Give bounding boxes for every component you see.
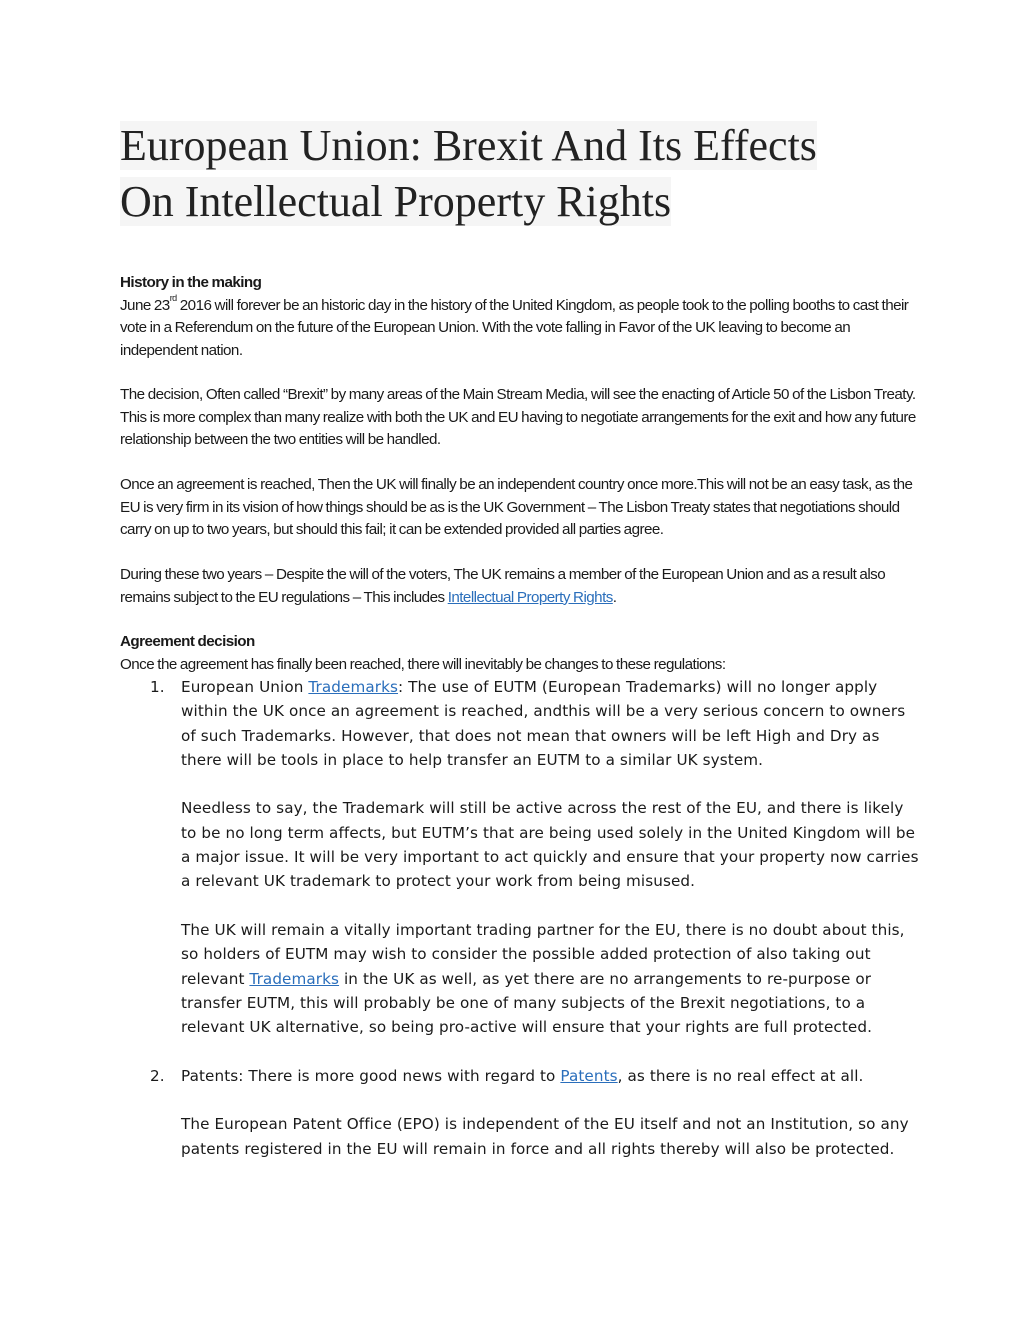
patents-paragraph-1 xyxy=(181,1064,920,1088)
history-p4-text: During these two years – Despite the will of the voters, The UK remains a member of the European Union and as a result also remains subject to the EU regulations – This includes xyxy=(120,566,886,606)
history-p3-text: Once an agreement is reached, Then the UK will finally be an independent country once more.This will not be an easy task, as the EU is very firm in its vision of how things should be as is the UK Government – The Lisbon Treaty states that negotiations should carry on up to two years, but should this fail; it can be extended provided all parties agree. xyxy=(120,476,913,538)
history-section xyxy=(120,272,920,362)
item1-text: European Union xyxy=(181,678,309,696)
ip-rights-link[interactable]: Intellectual Property Rights xyxy=(447,588,613,606)
trademarks-paragraph-3 xyxy=(181,918,920,1039)
trademarks-paragraph-1 xyxy=(181,675,920,772)
patents-paragraph-2: The European Patent Office (EPO) is independent of the EU itself and not an Institution, so any patents registered in the EU will remain in force and all rights thereby will also be protected. xyxy=(181,1115,909,1158)
agreement-intro: Once the agreement has finally been reached, there will inevitably be changes to these regulations: xyxy=(120,655,726,673)
history-paragraph-4 xyxy=(120,564,920,609)
page-title xyxy=(120,118,860,230)
patents-link[interactable]: Patents xyxy=(560,1066,618,1085)
item1-p3-text-cont: in the UK as well, as yet there are no arrangements to re-purpose or transfer EUTM, this will probably be one of many subjects of the Brexit negotiations, to a relevant UK alternative, so being pro-active will ensure that your rights are full protected. xyxy=(181,969,872,1037)
history-p4-period: . xyxy=(612,588,617,606)
item1-p3-text: The UK will remain a vitally important trading partner for the EU, there is no doubt about this, so holders of EUTM may wish to consider the possible added protection of also taking out relevant xyxy=(181,920,905,988)
list-item-patents xyxy=(120,1064,920,1161)
title-line-2: On Intellectual Property Rights xyxy=(120,177,672,226)
trademarks-paragraph-2: Needless to say, the Trademark will still be active across the rest of the EU, and there is likely to be no long term affects, but EUTM’s that are being used solely in the United Kingdom will be a major issue. It will be very important to act quickly and ensure that your property now carries a relevant UK trademark to protect your work from being misused. xyxy=(181,799,919,891)
trademarks-link-2[interactable]: Trademarks xyxy=(249,969,340,988)
item2-text-cont: , as there is no real effect at all. xyxy=(617,1066,864,1085)
list-number: 1. xyxy=(150,678,165,696)
title-line-1: European Union: Brexit And Its Effects xyxy=(120,121,817,170)
history-p1-text-cont: 2016 will forever be an historic day in the history of the United Kingdom, as people took to the polling booths to cast their vote in a Referendum on the future of the European Union. With the vote falling in Favor of the UK leaving to become an independent nation. xyxy=(120,296,909,359)
agreement-list xyxy=(120,675,920,1161)
history-paragraph-3 xyxy=(120,474,920,542)
history-p1-text: June 23 xyxy=(120,296,170,314)
item2-text: Patents: There is more good news with regard to xyxy=(181,1066,561,1085)
history-paragraph-1 xyxy=(120,295,920,363)
agreement-section xyxy=(120,631,920,676)
list-number: 2. xyxy=(150,1066,165,1085)
item1-text-cont: : The use of EUTM (European Trademarks) will no longer apply within the UK once an agreement is reached, andthis will be a very serious concern to owners of such Trademarks. However, that does not mean that owners will be left High and Dry as there will be tools in place to help transfer an EUTM to a similar UK system. xyxy=(181,678,906,769)
list-item-trademarks xyxy=(120,675,920,1039)
history-p2-text: The decision, Often called “Brexit” by many areas of the Main Stream Media, will see the enacting of Article 50 of the Lisbon Treaty. This is more complex than many realize with both the UK and EU having to negotiate arrangements for the exit and how any future relationship between the two entities will be handled. xyxy=(120,386,916,448)
trademarks-link[interactable]: Trademarks xyxy=(308,678,399,696)
history-heading: History in the making xyxy=(120,274,262,291)
ordinal-suffix: rd xyxy=(169,293,177,304)
history-paragraph-2 xyxy=(120,384,920,452)
agreement-heading: Agreement decision xyxy=(120,633,255,650)
